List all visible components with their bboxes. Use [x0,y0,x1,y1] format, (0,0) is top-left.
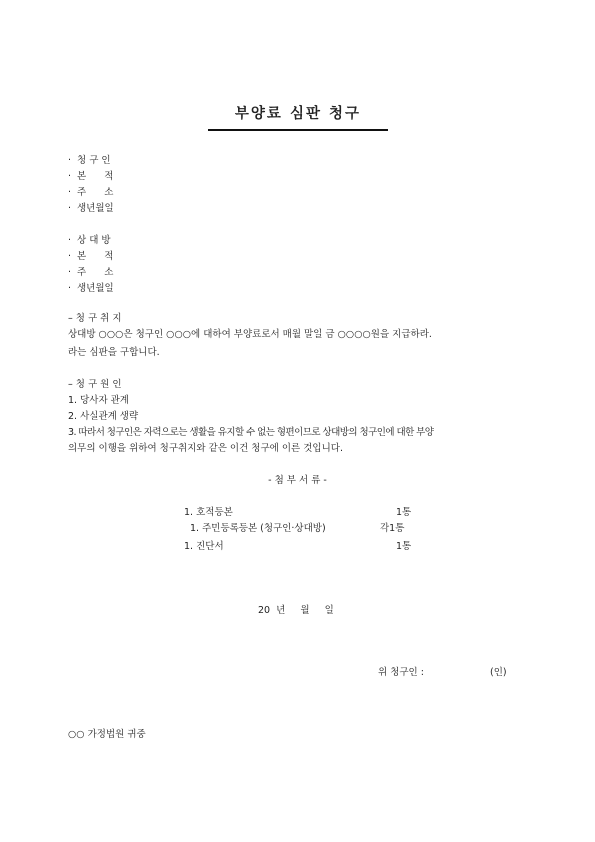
court-addressee: ○○ 가정법원 귀중 [68,729,146,740]
purpose-line: 라는 심판을 구합니다. [68,347,160,358]
attachment-name: 1. 호적등본 [184,507,233,518]
cause-line: 3. 따라서 청구인은 자력으로는 생활을 유지할 수 없는 형편이므로 상대방의 청구인에 대한 부양 [68,427,434,438]
respondent-address-row [68,264,113,278]
claimant-name-label: 청 구 인 [77,155,111,166]
attachment-qty: 1통 [396,507,412,518]
respondent-birthdate-row [68,280,114,294]
cause-line: 1. 당사자 관계 [68,395,129,406]
claimant-birthdate-row [68,200,114,214]
respondent-name-row [68,232,111,246]
bullet: · [68,235,72,246]
signature-label: 위 청구인 : [378,667,424,678]
bullet: · [68,187,72,198]
attachment-qty: 각1통 [380,523,405,534]
document-title: 부양료 심판 청구 [208,102,388,131]
respondent-domicile-row [68,248,113,262]
respondent-birthdate-label: 생년월일 [77,283,114,294]
attachment-qty: 1통 [396,541,412,552]
filing-date: 20 년 월 일 [258,605,334,616]
purpose-line: 상대방 ○○○은 청구인 ○○○에 대하여 부양료로서 매월 말일 금 ○○○○원을 지급하라. [68,329,432,340]
attachment-name: 1. 진단서 [184,541,224,552]
claimant-address-label: 주 소 [77,187,114,198]
respondent-name-label: 상 대 방 [77,235,111,246]
cause-heading: – 청 구 원 인 [68,379,122,390]
bullet: · [68,171,72,182]
cause-line: 의무의 이행을 위하여 청구취지와 같은 이건 청구에 이른 것입니다. [68,443,343,454]
claimant-birthdate-label: 생년월일 [77,203,114,214]
bullet: · [68,203,72,214]
cause-line: 2. 사실관계 생략 [68,411,139,422]
bullet: · [68,267,72,278]
claimant-domicile-label: 본 적 [77,171,114,182]
attachment-name: 1. 주민등록등본 (청구인·상대방) [190,523,326,534]
bullet: · [68,283,72,294]
bullet: · [68,155,72,166]
respondent-domicile-label: 본 적 [77,251,114,262]
claimant-address-row [68,184,113,198]
attachments-heading: - 첨 부 서 류 - [268,475,327,486]
claimant-domicile-row [68,168,113,182]
purpose-heading: – 청 구 취 지 [68,313,122,324]
seal-mark: (인) [490,667,507,678]
claimant-name-row [68,152,111,166]
respondent-address-label: 주 소 [77,267,114,278]
bullet: · [68,251,72,262]
